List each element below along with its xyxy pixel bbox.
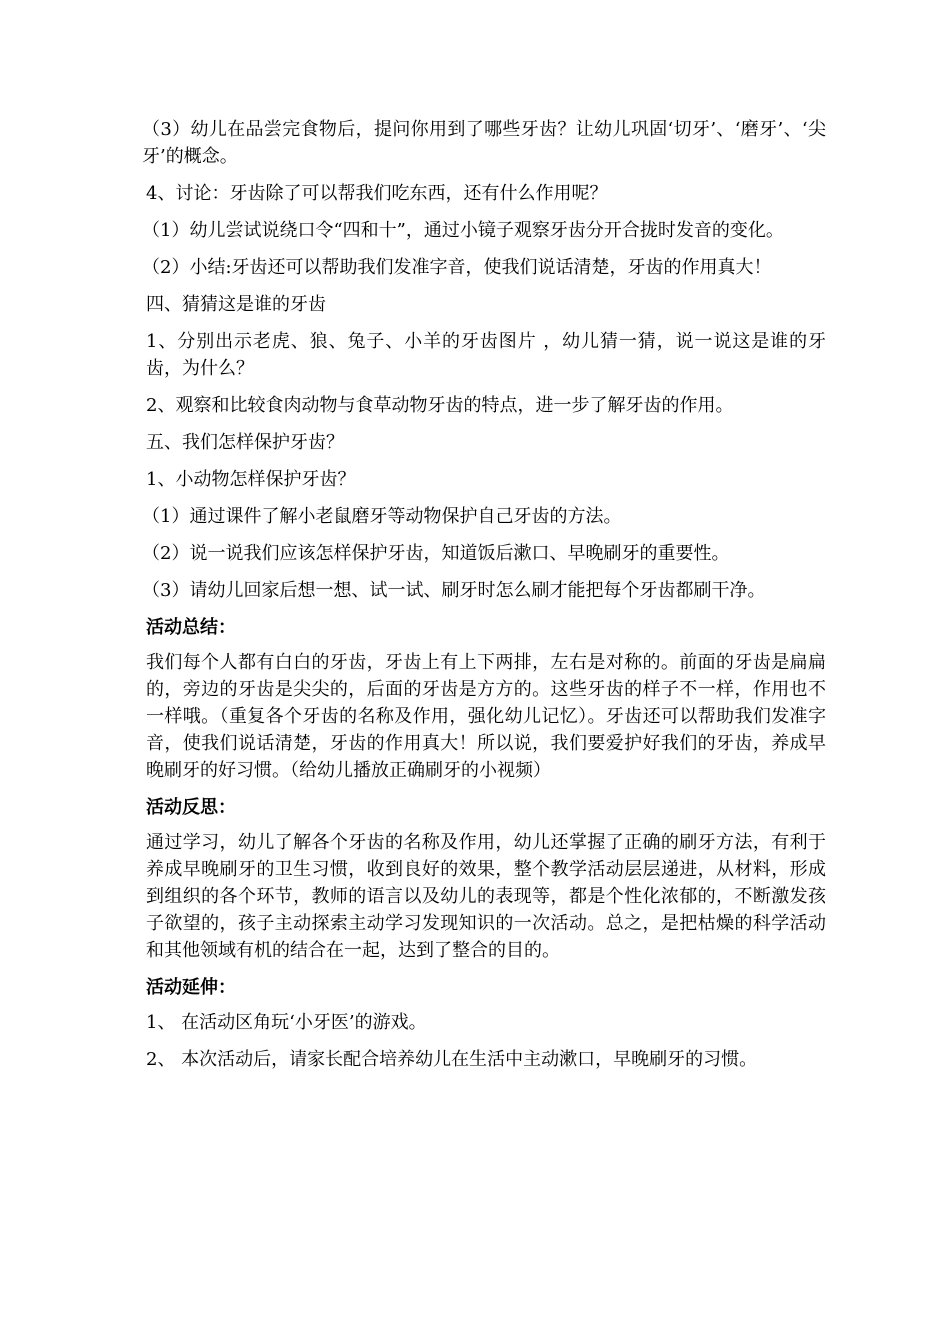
paragraph: （2）说一说我们应该怎样保护牙齿，知道饭后漱口、早晚刷牙的重要性。	[142, 543, 730, 564]
reflection-heading: 活动反思：	[146, 797, 236, 818]
reflection-body: 通过学习，幼儿了解各个牙齿的名称及作用，幼儿还掌握了正确的刷牙方法，有利于养成早晚刷牙的卫生习惯，收到良好的效果，整个教学活动层层递进，从材料，形成到组织的各个环节，教师的语言以及幼儿的表现等，都是个性化浓郁的，不断激发孩子欲望的，孩子主动探索主动学习发现知识的一次活动。总之，是把枯燥的科学活动和其他领域有机的结合在一起，达到了整合的目的。	[146, 832, 826, 961]
extension-heading: 活动延伸：	[146, 977, 236, 998]
section-title: 五、我们怎样保护牙齿？	[146, 432, 344, 453]
paragraph: 4、讨论：牙齿除了可以帮我们吃东西，还有什么作用呢？	[146, 183, 608, 204]
paragraph: （1）通过课件了解小老鼠磨牙等动物保护自己牙齿的方法。	[142, 506, 622, 527]
extension-item: 1、 在活动区角玩‘小牙医’的游戏。	[146, 1012, 427, 1033]
paragraph: 1、分别出示老虎、狼、兔子、小羊的牙齿图片 ，幼儿猜一猜，说一说这是谁的牙齿，为什么？	[146, 331, 826, 379]
extension-item: 2、 本次活动后，请家长配合培养幼儿在生活中主动漱口，早晚刷牙的习惯。	[146, 1049, 758, 1070]
paragraph: 1、小动物怎样保护牙齿？	[146, 469, 356, 490]
paragraph: 2、观察和比较食肉动物与食草动物牙齿的特点，进一步了解牙齿的作用。	[146, 395, 734, 416]
paragraph: （1）幼儿尝试说绕口令“四和十”，通过小镜子观察牙齿分开合拢时发音的变化。	[142, 220, 784, 241]
paragraph: （3）请幼儿回家后想一想、试一试、刷牙时怎么刷才能把每个牙齿都刷干净。	[142, 580, 766, 601]
document-page	[142, 116, 826, 1083]
paragraph: （3）幼儿在品尝完食物后，提问你用到了哪些牙齿？让幼儿巩固‘切牙’、‘磨牙’、‘尖牙’的概念。	[142, 119, 826, 167]
paragraph: （2）小结:牙齿还可以帮助我们发准字音，使我们说话清楚，牙齿的作用真大！	[142, 257, 772, 278]
section-title: 四、猜猜这是谁的牙齿	[146, 294, 326, 315]
summary-body: 我们每个人都有白白的牙齿，牙齿上有上下两排，左右是对称的。前面的牙齿是扁扁的，旁边的牙齿是尖尖的，后面的牙齿是方方的。这些牙齿的样子不一样，作用也不一样哦。（重复各个牙齿的名称及作用，强化幼儿记忆）。牙齿还可以帮助我们发准字音，使我们说话清楚，牙齿的作用真大！所以说，我们要爱护好我们的牙齿，养成早晚刷牙的好习惯。（给幼儿播放正确刷牙的小视频）	[146, 652, 826, 781]
summary-heading: 活动总结：	[146, 617, 236, 638]
